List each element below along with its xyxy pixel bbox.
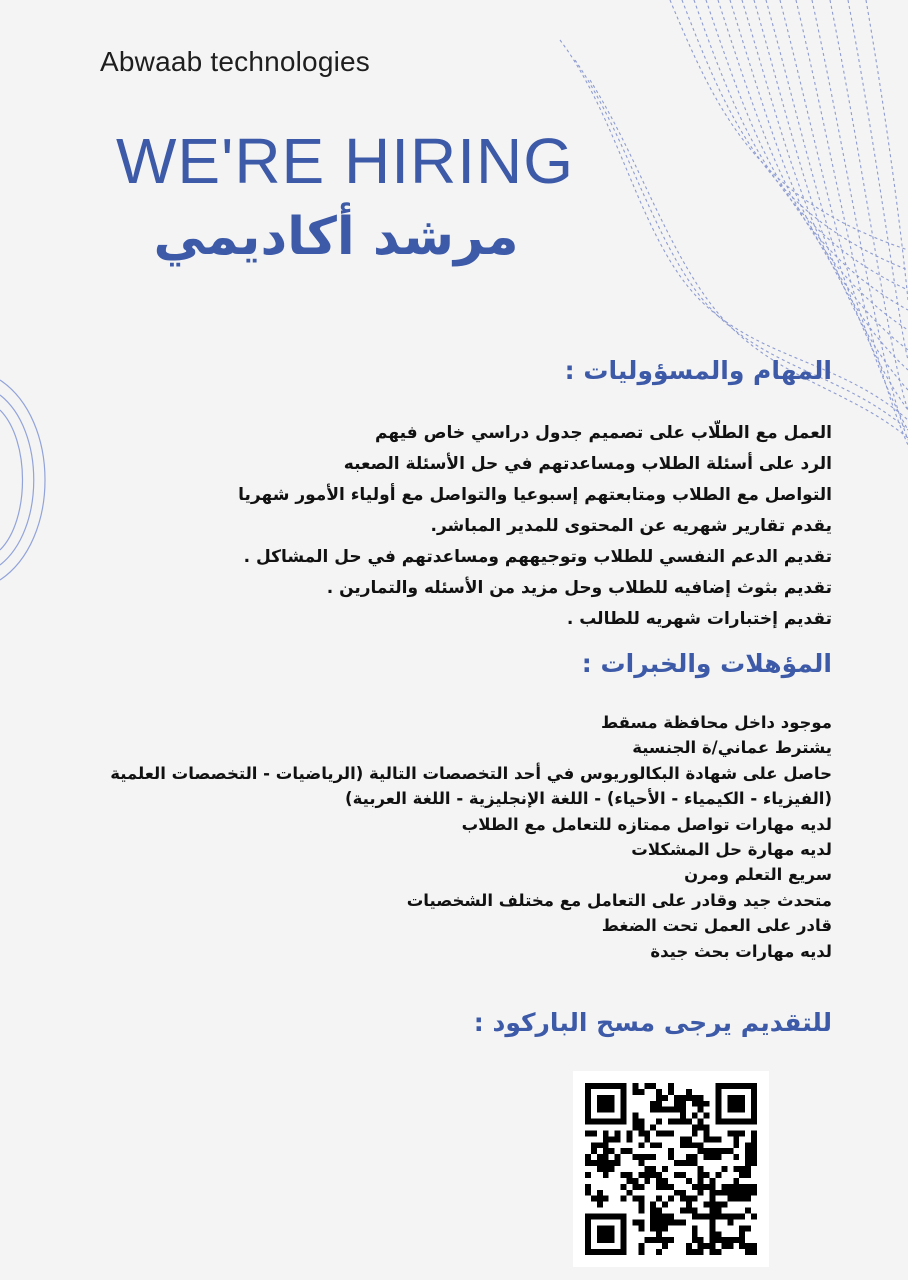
responsibilities-list	[238, 418, 832, 635]
list-item: الرد على أسئلة الطلاب ومساعدتهم في حل الأسئلة الصعبه	[343, 454, 832, 474]
list-item: يشترط عماني/ة الجنسية	[632, 738, 832, 758]
list-item: العمل مع الطلّاب على تصميم جدول دراسي خاص فيهم	[375, 423, 832, 443]
responsibilities-title: المهام والمسؤوليات :	[564, 356, 832, 385]
list-item: تقديم بثوث إضافيه للطلاب وحل مزيد من الأسئله والتمارين .	[326, 578, 832, 598]
qr-code-icon[interactable]	[573, 1071, 769, 1267]
list-item: لديه مهارات تواصل ممتازه للتعامل مع الطلاب	[461, 814, 832, 834]
list-item: يقدم تقارير شهريه عن المحتوى للمدير المباشر.	[430, 516, 832, 536]
list-item: تقديم إختبارات شهريه للطالب .	[566, 609, 832, 629]
list-item: حاصل على شهادة البكالوريوس في أحد التخصصات التالية (الرياضيات - التخصصات العلمية	[110, 763, 832, 783]
list-item: لديه مهارة حل المشكلات	[631, 840, 832, 860]
list-item: (الفيزياء - الكيمياء - الأحياء) - اللغة الإنجليزية - اللغة العربية)	[345, 789, 832, 809]
qualifications-list	[110, 710, 832, 964]
list-item: متحدث جيد وقادر على التعامل مع مختلف الشخصيات	[406, 890, 832, 910]
qr-code-graphic	[585, 1083, 757, 1255]
hiring-headline: WE'RE HIRING	[116, 125, 574, 197]
list-item: لديه مهارات بحث جيدة	[650, 941, 832, 961]
list-item: موجود داخل محافظة مسقط	[601, 713, 832, 732]
list-item: قادر على العمل تحت الضغط	[601, 916, 832, 936]
list-item: تقديم الدعم النفسي للطلاب وتوجيههم ومساعدتهم في حل المشاكل .	[243, 547, 832, 567]
qualifications-title: المؤهلات والخبرات :	[581, 649, 832, 678]
list-item: سريع التعلم ومرن	[684, 865, 832, 885]
role-title: مرشد أكاديمي	[153, 207, 519, 267]
apply-title: للتقديم يرجى مسح الباركود :	[473, 1008, 832, 1037]
company-name: Abwaab technologies	[100, 46, 370, 77]
list-item: التواصل مع الطلاب ومتابعتهم إسبوعيا والتواصل مع أولياء الأمور شهريا	[238, 485, 832, 505]
